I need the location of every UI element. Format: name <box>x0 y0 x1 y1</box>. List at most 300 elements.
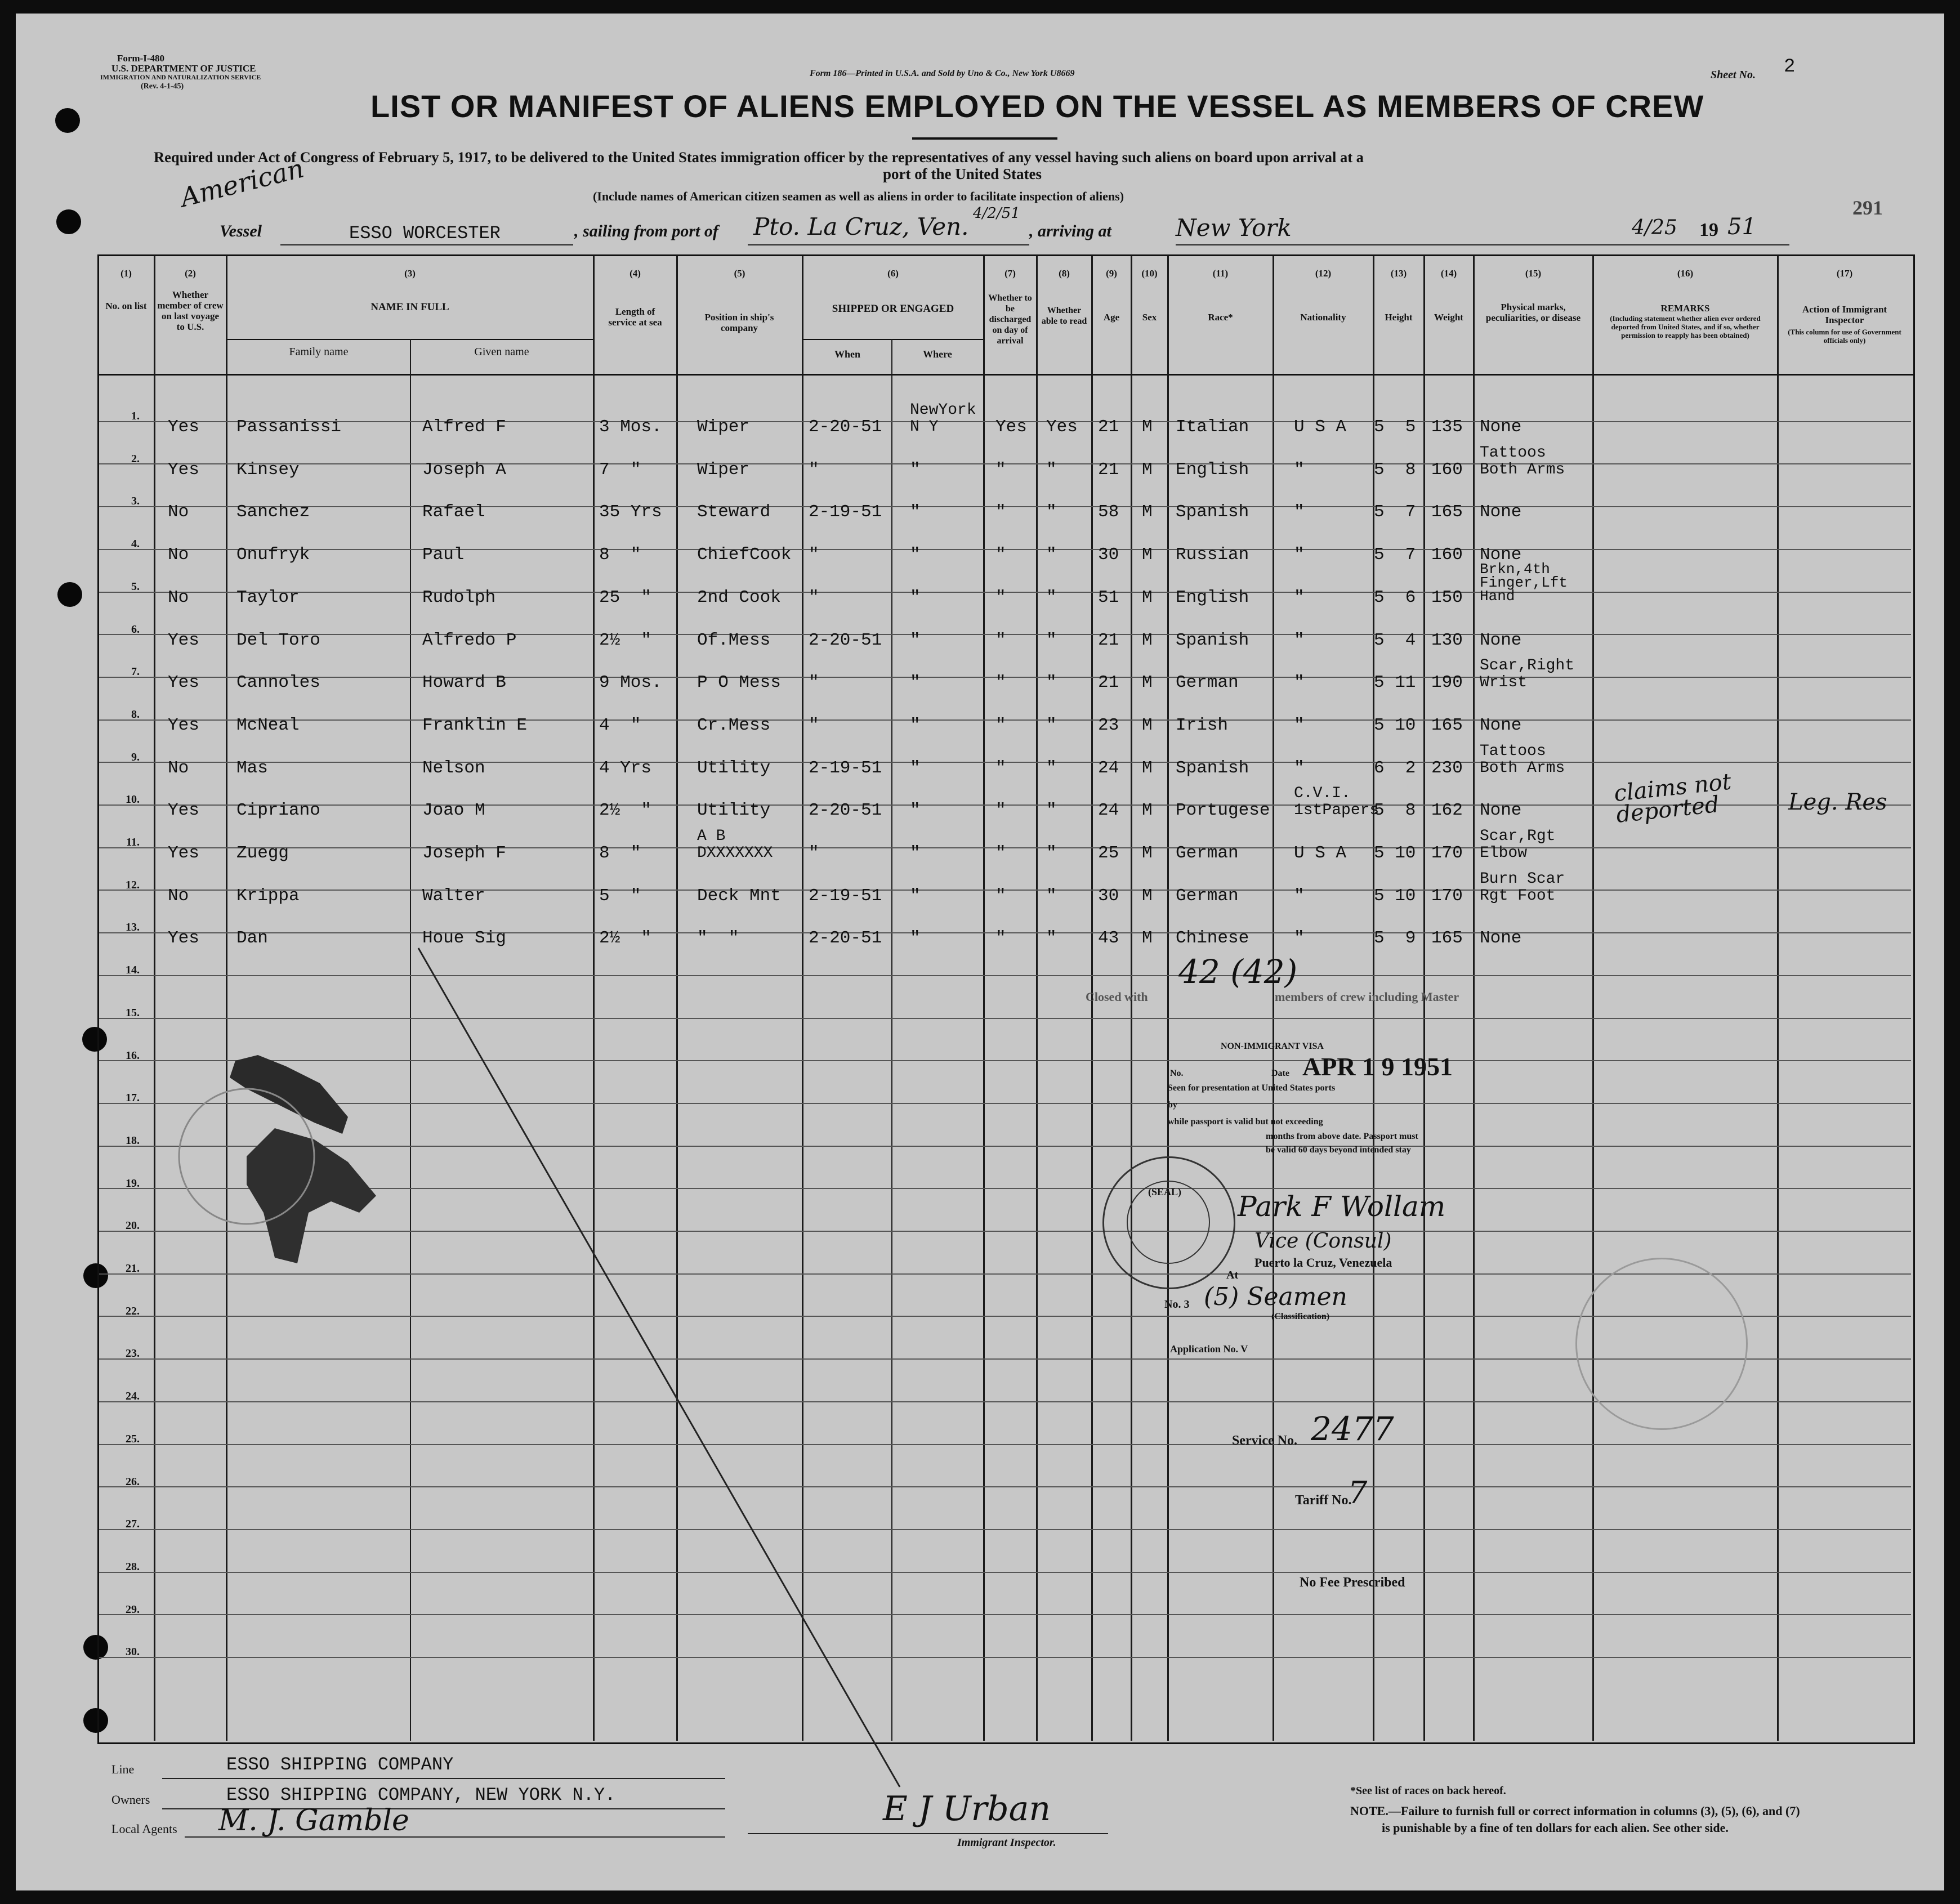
row-age: 23 <box>1098 715 1119 735</box>
row-race: Spanish <box>1176 630 1249 650</box>
row-age: 58 <box>1098 502 1119 522</box>
line-label: Line <box>111 1762 135 1776</box>
row-number: 1. <box>131 410 140 422</box>
row-number: 11. <box>126 836 140 848</box>
seal-label: (SEAL) <box>1148 1186 1182 1197</box>
col14-header: Weight <box>1434 312 1463 323</box>
row-able-to-read: " <box>1046 630 1057 650</box>
row-prev-voyage: No <box>168 758 189 778</box>
row-prev-voyage: Yes <box>168 801 199 821</box>
vessel-name: ESSO WORCESTER <box>349 223 501 244</box>
row-height: 5 7 <box>1374 502 1416 522</box>
sheet-number: 2 <box>1784 56 1796 78</box>
row-shipped-when: 2-19-51 <box>809 886 882 906</box>
row-physical-marks: Scar,Rgt Elbow <box>1480 828 1556 862</box>
row-sex: M <box>1142 587 1153 607</box>
row-weight: 165 <box>1431 928 1463 949</box>
row-position: 2nd Cook <box>697 587 781 607</box>
row-shipped-when: " <box>809 587 819 607</box>
row-service-length: 25 " <box>599 587 652 607</box>
subtitle-line-2: port of the United States <box>883 166 1042 182</box>
row-family-name: Krippa <box>236 886 300 906</box>
tariff-no-label: Tariff No. <box>1295 1493 1352 1508</box>
col6b-header: Where <box>923 348 952 360</box>
row-shipped-where: " <box>910 758 921 778</box>
service-no-label: Service No. <box>1232 1433 1297 1448</box>
row-service-length: 35 Yrs <box>599 502 662 522</box>
row-shipped-where: " <box>910 928 921 949</box>
vessel-label: Vessel <box>220 222 262 240</box>
row-number: 13. <box>126 921 140 934</box>
races-note: *See list of races on back hereof. <box>1350 1785 1506 1797</box>
department-label: U.S. DEPARTMENT OF JUSTICE <box>111 63 256 74</box>
row-given-name: Joseph F <box>422 843 506 863</box>
row-weight: 165 <box>1431 502 1463 522</box>
row-family-name: Mas <box>236 758 268 778</box>
row-prev-voyage: No <box>168 545 189 565</box>
row-shipped-where: " <box>910 459 921 480</box>
row-given-name: Houe Sig <box>422 928 506 949</box>
col5-header: Position in ship's company <box>704 312 774 333</box>
row-race: German <box>1176 843 1239 863</box>
row-nationality: " <box>1294 630 1305 650</box>
line-underline <box>162 1778 725 1779</box>
row-shipped-where: " <box>910 843 921 863</box>
row-age: 21 <box>1098 459 1119 480</box>
row-given-name: Franklin E <box>422 715 528 735</box>
row-family-name: Onufryk <box>236 545 310 565</box>
col8-num: (8) <box>1059 268 1070 279</box>
row-able-to-read: " <box>1046 459 1057 480</box>
row-position: " " <box>697 928 739 949</box>
row-service-length: 7 " <box>599 459 641 480</box>
row-weight: 170 <box>1431 886 1463 906</box>
row-service-length: 9 Mos. <box>599 673 662 693</box>
row-physical-marks: None <box>1480 928 1522 949</box>
col6-num: (6) <box>887 268 899 279</box>
row-service-length: 8 " <box>599 545 641 565</box>
row-number-empty: 25. <box>126 1432 140 1445</box>
row-position: Of.Mess <box>697 630 771 650</box>
col12-header: Nationality <box>1300 312 1346 323</box>
row-position: P O Mess <box>697 673 781 693</box>
col7-num: (7) <box>1004 268 1016 279</box>
row-sex: M <box>1142 545 1153 565</box>
row-prev-voyage: Yes <box>168 843 199 863</box>
visa-class-prefix: No. 3 <box>1164 1298 1190 1311</box>
row-age: 21 <box>1098 417 1119 437</box>
row-height: 5 10 <box>1374 843 1416 863</box>
diagonal-pen-line <box>16 14 1944 1890</box>
row-shipped-when: 2-19-51 <box>809 502 882 522</box>
row-race: German <box>1176 886 1239 906</box>
consul-signature: Park F Wollam <box>1238 1190 1446 1223</box>
row-sex: M <box>1142 630 1153 650</box>
row-physical-marks: None <box>1480 545 1522 565</box>
col8-header: Whether able to read <box>1041 306 1087 326</box>
row-shipped-when: 2-19-51 <box>809 758 882 778</box>
row-number-empty: 24. <box>126 1390 140 1403</box>
row-given-name: Rafael <box>422 502 485 522</box>
visa-date: APR 1 9 1951 <box>1302 1052 1453 1081</box>
col17-header: Action of Immigrant Inspector <box>1802 304 1887 325</box>
row-position: ChiefCook <box>697 545 792 565</box>
sailing-label: , sailing from port of <box>574 222 718 240</box>
row-weight: 190 <box>1431 673 1463 693</box>
row-shipped-when: 2-20-51 <box>809 928 882 949</box>
row-sex: M <box>1142 928 1153 949</box>
row-number: 2. <box>131 452 140 465</box>
row-prev-voyage: Yes <box>168 459 199 480</box>
row-discharged: Yes <box>995 417 1027 437</box>
row-position: Wiper <box>697 459 750 480</box>
visa-class-value: (5) Seamen <box>1204 1282 1347 1311</box>
row-physical-marks: None <box>1480 801 1522 821</box>
row-able-to-read: " <box>1046 715 1057 735</box>
row-number: 10. <box>126 793 140 806</box>
no-fee-prescribed: No Fee Prescribed <box>1300 1575 1405 1590</box>
closed-with-label: Closed with <box>1086 990 1148 1004</box>
row-weight: 230 <box>1431 758 1463 778</box>
row-able-to-read: " <box>1046 673 1057 693</box>
row-number-empty: 19. <box>126 1177 140 1190</box>
row-given-name: Paul <box>422 545 465 565</box>
row-weight: 162 <box>1431 801 1463 821</box>
row-family-name: Taylor <box>236 587 300 607</box>
row-sex: M <box>1142 843 1153 863</box>
row-physical-marks: Burn Scar Rgt Foot <box>1480 870 1565 905</box>
col10-num: (10) <box>1141 268 1158 279</box>
row-shipped-where: " <box>910 587 921 607</box>
row-height: 5 8 <box>1374 801 1416 821</box>
row-height: 5 10 <box>1374 886 1416 906</box>
row-race: Portugese <box>1176 801 1270 821</box>
col4-header: Length of service at sea <box>608 306 662 328</box>
page-number: 291 <box>1852 196 1883 219</box>
subtitle-line-3: (Include names of American citizen seamen as well as aliens in order to facilitate inspection of aliens) <box>593 189 1124 203</box>
row-number-empty: 30. <box>126 1646 140 1659</box>
row-prev-voyage: No <box>168 587 189 607</box>
row-race: Spanish <box>1176 502 1249 522</box>
row-number-empty: 28. <box>126 1560 140 1573</box>
visa-line-1: Seen for presentation at United States ports <box>1168 1083 1336 1093</box>
row-race: Italian <box>1176 417 1249 437</box>
row-given-name: Joseph A <box>422 459 506 480</box>
row-position: A B DXXXXXXX <box>697 828 773 862</box>
row-weight: 135 <box>1431 417 1463 437</box>
visa-line-5: be valid 60 days beyond intended stay <box>1266 1145 1411 1155</box>
row-position: Utility <box>697 758 771 778</box>
row-able-to-read: " <box>1046 886 1057 906</box>
visa-classification-label: (Classification) <box>1271 1312 1330 1321</box>
printer-line: Form 186—Printed in U.S.A. and Sold by Uno & Co., New York U8669 <box>810 69 1075 78</box>
row-service-length: 4 " <box>599 715 641 735</box>
row-age: 43 <box>1098 928 1119 949</box>
row-race: English <box>1176 587 1249 607</box>
row-shipped-when: " <box>809 715 819 735</box>
row-given-name: Walter <box>422 886 485 906</box>
arrival-year-prefix: 19 <box>1699 220 1718 240</box>
col16-header: REMARKS <box>1660 303 1710 314</box>
row-able-to-read: " <box>1046 801 1057 821</box>
sailing-port: Pto. La Cruz, Ven. <box>753 213 969 240</box>
row-number-empty: 23. <box>126 1347 140 1360</box>
row-family-name: Cannoles <box>236 673 320 693</box>
row-nationality: " <box>1294 928 1305 949</box>
row-able-to-read: " <box>1046 587 1057 607</box>
row-discharged: " <box>995 630 1006 650</box>
col3-header: NAME IN FULL <box>370 301 449 313</box>
col7-header: Whether to be discharged on day of arrival <box>988 293 1032 346</box>
visa-line-4: months from above date. Passport must <box>1266 1132 1418 1141</box>
row-given-name: Howard B <box>422 673 506 693</box>
row-position: Utility <box>697 801 771 821</box>
col6-header: SHIPPED OR ENGAGED <box>832 303 954 315</box>
row-physical-marks: Tattoos Both Arms <box>1480 444 1565 479</box>
visa-line-2: by <box>1168 1100 1177 1110</box>
row-service-length: 2½ " <box>599 801 652 821</box>
col14-num: (14) <box>1440 268 1457 279</box>
form-title: LIST OR MANIFEST OF ALIENS EMPLOYED ON THE VESSEL AS MEMBERS OF CREW <box>370 88 1704 124</box>
row-discharged: " <box>995 843 1006 863</box>
row-number: 7. <box>131 665 140 678</box>
col17-subheader: (This column for use of Government officials only) <box>1788 328 1901 345</box>
row-age: 24 <box>1098 801 1119 821</box>
row-prev-voyage: Yes <box>168 928 199 949</box>
row-number-empty: 20. <box>126 1219 140 1232</box>
visa-date-label: Date <box>1271 1069 1289 1078</box>
row-shipped-where: " <box>910 502 921 522</box>
row-prev-voyage: Yes <box>168 630 199 650</box>
row-position: Cr.Mess <box>697 715 771 735</box>
col11-header: Race* <box>1208 312 1233 323</box>
vessel-nationality: American <box>177 153 307 213</box>
row-able-to-read: Yes <box>1046 417 1078 437</box>
arrival-date: 4/25 <box>1632 216 1677 239</box>
form-number: Form-I-480 <box>117 53 165 64</box>
row-height: 5 5 <box>1374 417 1416 437</box>
row-family-name: McNeal <box>236 715 300 735</box>
row-prev-voyage: Yes <box>168 715 199 735</box>
row-discharged: " <box>995 886 1006 906</box>
row-sex: M <box>1142 459 1153 480</box>
row-family-name: Kinsey <box>236 459 300 480</box>
row-height: 5 6 <box>1374 587 1416 607</box>
row-number-empty: 14. <box>126 964 140 977</box>
owners-value: ESSO SHIPPING COMPANY, NEW YORK N.Y. <box>226 1785 616 1805</box>
col1-header: No. on list <box>105 301 147 311</box>
row-sex: M <box>1142 417 1153 437</box>
row-sex: M <box>1142 886 1153 906</box>
row-shipped-where: " <box>910 886 921 906</box>
row-weight: 170 <box>1431 843 1463 863</box>
row-number-empty: 27. <box>126 1518 140 1531</box>
row-able-to-read: " <box>1046 545 1057 565</box>
row-weight: 160 <box>1431 459 1463 480</box>
col16-subheader: (Including statement whether alien ever ordered deported from United States, and if so, whether permission to reapply has been obtained) <box>1610 314 1761 339</box>
row-family-name: Del Toro <box>236 630 320 650</box>
row-nationality: U S A <box>1294 843 1347 863</box>
row-prev-voyage: No <box>168 502 189 522</box>
row-number: 6. <box>131 623 140 636</box>
col15-num: (15) <box>1525 268 1542 279</box>
col2-header: Whether member of crew on last voyage to U.S. <box>157 289 224 332</box>
row-discharged: " <box>995 459 1006 480</box>
row-family-name: Dan <box>236 928 268 949</box>
visa-line-3: while passport is valid but not exceeding <box>1168 1117 1323 1127</box>
row-nationality: U S A <box>1294 417 1347 437</box>
row-given-name: Alfredo P <box>422 630 517 650</box>
row-shipped-where: " <box>910 715 921 735</box>
row-age: 30 <box>1098 886 1119 906</box>
row-physical-marks: None <box>1480 715 1522 735</box>
row-nationality: " <box>1294 502 1305 522</box>
row-height: 6 2 <box>1374 758 1416 778</box>
tariff-no-value: 7 <box>1348 1475 1368 1510</box>
row-position: Wiper <box>697 417 750 437</box>
sailing-date-note: 4/2/51 <box>973 205 1020 222</box>
col9-header: Age <box>1103 312 1120 323</box>
visa-at-label: At <box>1226 1269 1239 1281</box>
inspector-label: Immigrant Inspector. <box>957 1836 1056 1849</box>
row-age: 51 <box>1098 587 1119 607</box>
row-sex: M <box>1142 758 1153 778</box>
row-shipped-when: " <box>809 673 819 693</box>
row-number: 12. <box>126 878 140 891</box>
row-sex: M <box>1142 673 1153 693</box>
row-number: 3. <box>131 495 140 508</box>
row-physical-marks: Tattoos Both Arms <box>1480 742 1565 777</box>
row-physical-marks: Scar,Right Wrist <box>1480 657 1575 692</box>
row-nationality: " <box>1294 715 1305 735</box>
inspector-underline <box>748 1833 1108 1834</box>
row-family-name: Sanchez <box>236 502 310 522</box>
col5-num: (5) <box>734 268 745 279</box>
row-service-length: 4 Yrs <box>599 758 652 778</box>
row-physical-marks: None <box>1480 630 1522 650</box>
row-race: English <box>1176 459 1249 480</box>
row-discharged: " <box>995 587 1006 607</box>
line-value: ESSO SHIPPING COMPANY <box>226 1754 454 1775</box>
row-service-length: 2½ " <box>599 630 652 650</box>
remark-row-10: claims not deported <box>1613 768 1733 828</box>
agents-label: Local Agents <box>111 1822 177 1836</box>
row-number: 9. <box>131 750 140 763</box>
service-no-value: 2477 <box>1311 1410 1394 1448</box>
row-number: 5. <box>131 580 140 593</box>
agents-value: M. J. Gamble <box>218 1804 409 1838</box>
row-given-name: Rudolph <box>422 587 496 607</box>
row-age: 24 <box>1098 758 1119 778</box>
row-shipped-where: " <box>910 673 921 693</box>
col11-num: (11) <box>1212 268 1229 279</box>
row-given-name: Alfred F <box>422 417 506 437</box>
sheet-label: Sheet No. <box>1711 69 1756 81</box>
row-height: 5 4 <box>1374 630 1416 650</box>
revision-label: (Rev. 4-1-45) <box>141 82 184 91</box>
row-age: 21 <box>1098 673 1119 693</box>
row-discharged: " <box>995 673 1006 693</box>
row-weight: 160 <box>1431 545 1463 565</box>
row-shipped-where: " <box>910 630 921 650</box>
crew-count: 42 (42) <box>1178 953 1298 991</box>
row-nationality: " <box>1294 587 1305 607</box>
row-age: 30 <box>1098 545 1119 565</box>
row-number-empty: 17. <box>126 1092 140 1105</box>
members-of-crew-text: members of crew including Master <box>1275 990 1459 1004</box>
col13-header: Height <box>1385 312 1413 323</box>
row-height: 5 9 <box>1374 928 1416 949</box>
row-number-empty: 16. <box>126 1049 140 1062</box>
row-nationality: " <box>1294 545 1305 565</box>
col13-num: (13) <box>1390 268 1407 279</box>
visa-application: Application No. V <box>1170 1343 1248 1355</box>
row-shipped-when: 2-20-51 <box>809 417 882 437</box>
col3a-header: Family name <box>289 346 349 358</box>
col12-num: (12) <box>1315 268 1332 279</box>
row-physical-marks: Brkn,4th Finger,Lft Hand <box>1480 560 1568 605</box>
row-number: 8. <box>131 708 140 721</box>
col17-num: (17) <box>1836 268 1853 279</box>
row-shipped-where: " <box>910 801 921 821</box>
row-race: German <box>1176 673 1239 693</box>
row-race: Chinese <box>1176 928 1249 949</box>
arrival-year-suffix: 51 <box>1727 214 1756 240</box>
col1-num: (1) <box>120 268 132 279</box>
consul-title: Vice (Consul) <box>1254 1230 1392 1253</box>
row-given-name: Joao M <box>422 801 485 821</box>
row-able-to-read: " <box>1046 502 1057 522</box>
row-weight: 150 <box>1431 587 1463 607</box>
row-shipped-when: 2-20-51 <box>809 801 882 821</box>
row-race: Spanish <box>1176 758 1249 778</box>
row-able-to-read: " <box>1046 843 1057 863</box>
row-nationality: " <box>1294 758 1305 778</box>
visa-no-label: No. <box>1170 1069 1184 1078</box>
row-shipped-where: NewYork N Y <box>910 401 976 436</box>
row-prev-voyage: Yes <box>168 417 199 437</box>
row-nationality: " <box>1294 886 1305 906</box>
row-family-name: Cipriano <box>236 801 320 821</box>
row-given-name: Nelson <box>422 758 485 778</box>
row-age: 21 <box>1098 630 1119 650</box>
row-sex: M <box>1142 801 1153 821</box>
row-shipped-when: " <box>809 545 819 565</box>
row-position: Steward <box>697 502 771 522</box>
row-shipped-when: " <box>809 459 819 480</box>
row-able-to-read: " <box>1046 928 1057 949</box>
row-prev-voyage: No <box>168 886 189 906</box>
col16-num: (16) <box>1677 268 1694 279</box>
arriving-label: , arriving at <box>1029 222 1111 240</box>
row-shipped-when: " <box>809 843 819 863</box>
row-race: Irish <box>1176 715 1229 735</box>
col3-num: (3) <box>404 268 416 279</box>
col9-num: (9) <box>1106 268 1117 279</box>
col10-header: Sex <box>1142 312 1157 323</box>
row-height: 5 10 <box>1374 715 1416 735</box>
penalty-note-1: NOTE.—Failure to furnish full or correct information in columns (3), (5), (6), and (7) <box>1350 1804 1800 1818</box>
row-prev-voyage: Yes <box>168 673 199 693</box>
row-number-empty: 29. <box>126 1603 140 1616</box>
row-number-empty: 18. <box>126 1134 140 1147</box>
row-discharged: " <box>995 758 1006 778</box>
row-sex: M <box>1142 715 1153 735</box>
inspector-action-row-10: Leg. Res <box>1788 789 1887 815</box>
row-family-name: Zuegg <box>236 843 289 863</box>
row-weight: 165 <box>1431 715 1463 735</box>
row-race: Russian <box>1176 545 1249 565</box>
